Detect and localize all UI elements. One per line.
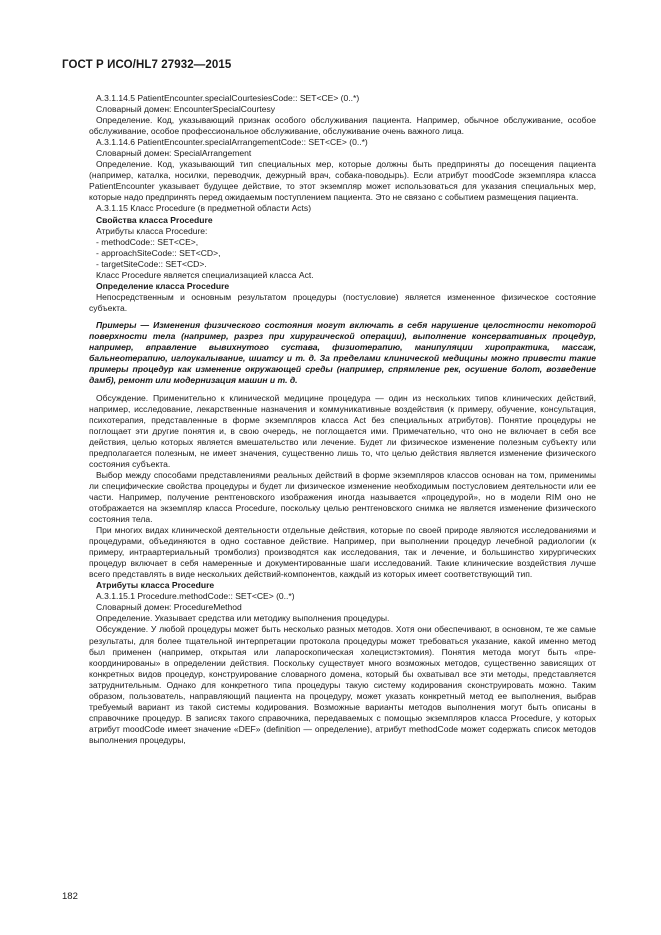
discussion-paragraph: При многих видах клинической деятельности отдельные действия, которые по своей природе являются исследованиями и процедурами, объединяются в одно составное действие. Например, при выполнении процедур лечебной радиологии (к примеру, интраартериальный тромболиз) производятся как исследования, так и лечение, и большинство хирургических процедур включает в себя намеренные и документированные шаги исследований. Такие клинические воздействия лучше всего представлять в виде нескольких действий-компонентов, каждый из которых имеет соответствующий тип. bbox=[89, 525, 596, 580]
section-heading-a-3-1-15: A.3.1.15 Класс Procedure (в предметной области Acts) bbox=[96, 203, 312, 214]
specialization-statement: Класс Procedure является специализацией класса Act. bbox=[96, 269, 314, 280]
examples-note: Примеры — Изменения физического состояния могут включать в себя нарушение целостности некоторой поверхности тела (например, разрез при хирургической операции), выполнение консервативных процедур, например, вправление вывихнутого сустава, физиотерапию, манипуляции хиропрактика, массаж, бальнеотерапию, иглоукалывание, шиатсу и т. д. За пределами клинической медицины можно привести такие примеры процедур как изменение окружающей среды (например, спрямление рек, осушение болот, возведение дамб), ремонт или модернизация машин и т. д. bbox=[89, 319, 596, 386]
definition-paragraph: Непосредственным и основным результатом процедуры (постусловие) является измененное физическое состояние субъекта. bbox=[89, 291, 596, 313]
page-header-standard-title: ГОСТ Р ИСО/HL7 27932—2015 bbox=[62, 59, 232, 71]
definition-paragraph: Определение. Код, указывающий признак особого обслуживания пациента. Например, обычное обслуживание, особое обслуживание, особое профессиональное обслуживание, обслуживание очень важного лица. bbox=[89, 115, 596, 137]
vocabulary-domain-line: Словарный домен: ProcedureMethod bbox=[96, 602, 242, 613]
page-number: 182 bbox=[62, 891, 78, 902]
definition-paragraph: Определение. Указывает средства или методику выполнения процедуры. bbox=[96, 613, 390, 624]
vocabulary-domain-line: Словарный домен: EncounterSpecialCourtesy bbox=[96, 104, 276, 115]
list-item: - approachSiteCode:: SET<CD>, bbox=[96, 247, 221, 258]
discussion-paragraph: Выбор между способами представлениями реальных действий в форме экземпляров классов основан на том, применимы ли специфические свойства процедуры и будет ли физическое изменение необходимым постусловием деятельности или ее части. Например, получение рентгеновского изображения иногда называется «процедурой», но в модели RIM оно не отображается на экземпляр класса Procedure, поскольку целью рентгеновского снимка не является изменение физического состояния тела. bbox=[89, 469, 596, 525]
section-heading-a-3-1-15-1: A.3.1.15.1 Procedure.methodCode:: SET<CE> (0..*) bbox=[96, 591, 295, 602]
subheading-class-attributes: Атрибуты класса Procedure bbox=[96, 580, 215, 591]
section-heading-a-3-1-14-6: A.3.1.14.6 PatientEncounter.specialArrangementCode:: SET<CE> (0..*) bbox=[96, 137, 368, 148]
list-item: - methodCode:: SET<CE>, bbox=[96, 236, 199, 247]
discussion-paragraph: Обсуждение. Применительно к клинической медицине процедура — один из нескольких типов клинических действий, например, исследование, лекарственные назначения и коммуникативные воздействия (к примеру, обучение, консультация, психотерапия, представленные в форме экземпляров класса Act без специальных атрибутов). Понятие процедуры не поглощает эти другие понятия и, в свою очередь, не поглощается ими. Примечательно, что оно не включает в себя все действия, целью которых является вмешательство или лечение. Будет ли физическое изменение полезным субъекту или предполагается полезным, не имеет значения, существенно лишь то, что целью действия является изменение физического состояния субъекта. bbox=[89, 392, 596, 469]
vocabulary-domain-line: Словарный домен: SpecialArrangement bbox=[96, 148, 252, 159]
definition-paragraph: Определение. Код, указывающий тип специальных мер, которые должны быть предприняты до посещения пациента (например, каталка, носилки, переводчик, дежурный врач, собака-поводырь). Если атрибут moodCode экземпляра класса PatientEncounter указывает будущее действие, то этот экземпляр может использоваться для указания специальных мер, которые надо предпринять перед ожидаемым поступлением пациента. Это не связано с событием размещения пациента. bbox=[89, 159, 596, 203]
subheading-class-properties: Свойства класса Procedure bbox=[96, 214, 213, 225]
document-body bbox=[89, 93, 596, 746]
attributes-intro: Атрибуты класса Procedure: bbox=[96, 225, 208, 236]
subheading-class-definition: Определение класса Procedure bbox=[96, 280, 230, 291]
list-item: - targetSiteCode:: SET<CD>. bbox=[96, 258, 207, 269]
discussion-paragraph: Обсуждение. У любой процедуры может быть несколько разных методов. Хотя они обеспечивают, в основном, те же самые результаты, для более тщательной интерпретации протокола процедуры может требоваться указание, какой именно метод был применен (например, открытая или лапароскопическая холецистэктомия). Понятия метода могут быть «пре-координированы» в определении действия. Поскольку существует много возможных методов, существенно зависящих от конкретных видов процедур, конструирование словарного домена, который бы охватывал все эти методы, представляется затруднительным. Однако для конкретного типа процедуры такую систему кодирования сконструировать можно. Таким образом, пользователь, направляющий пациента на процедуру, может указать конкретный метод ее выполнения, выбрав требуемый вариант из такой системы кодирования. Возможные варианты методов выполнения могут быть описаны в справочнике процедур. В записях такого справочника, передаваемых с помощью экземпляров класса Procedure, у которых атрибут moodCode имеет значение «DEF» (definition — определение), атрибут methodCode может содержать список методов выполнения процедуры, bbox=[89, 624, 596, 745]
section-heading-a-3-1-14-5: A.3.1.14.5 PatientEncounter.specialCourtesiesCode:: SET<CE> (0..*) bbox=[96, 93, 360, 103]
